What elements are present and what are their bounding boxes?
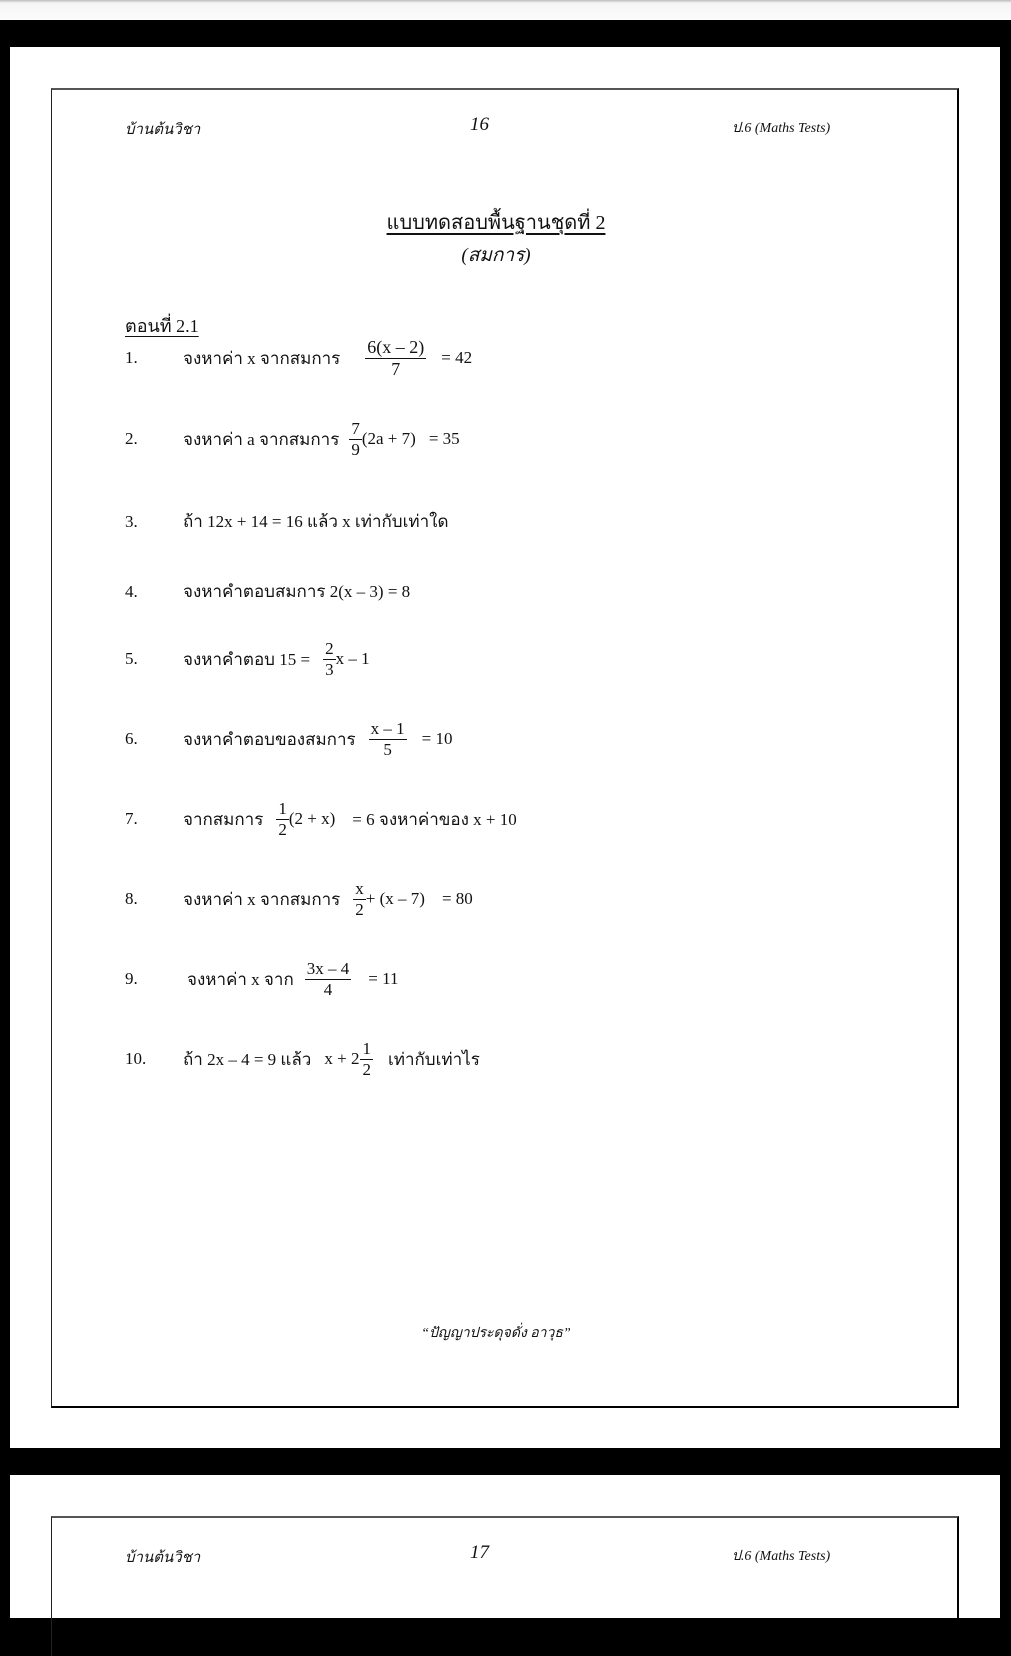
question-7 [125, 800, 524, 839]
question-number: 3. [125, 511, 138, 531]
question-number: 4. [125, 581, 138, 601]
fraction-numerator: 1 [278, 799, 287, 818]
question-9 [125, 960, 405, 999]
question-text: ถ้า 2x – 4 = 9 แล้ว [183, 1049, 312, 1069]
fraction-denominator: 3 [325, 659, 334, 679]
question-4 [125, 578, 417, 605]
equation-term: x – 1 [335, 649, 370, 669]
question-6 [125, 720, 460, 759]
fraction-denominator: 2 [355, 899, 364, 919]
question-3 [125, 508, 455, 535]
question-number: 10. [125, 1049, 147, 1069]
question-5 [125, 640, 377, 679]
question-number: 8. [125, 889, 138, 909]
question-2 [125, 420, 467, 459]
page-border-frame [51, 88, 959, 1408]
fraction-numerator: x – 1 [370, 719, 405, 738]
header-grade-label: ป.6 (Maths Tests) [732, 1549, 831, 1564]
fraction-denominator: 7 [391, 358, 401, 379]
equation-rhs: = 35 [428, 429, 460, 449]
fraction-numerator: 1 [362, 1039, 371, 1058]
fraction-denominator: 4 [323, 979, 333, 999]
equation-rhs: = 11 [368, 969, 399, 989]
fraction [360, 1040, 373, 1079]
mixed-number-expression [324, 1040, 381, 1079]
question-text: จงหาค่า x จาก [187, 969, 294, 989]
header-school-name: บ้านต้นวิชา [125, 122, 201, 138]
equation-rhs: = 10 [421, 729, 453, 749]
question-number: 6. [125, 729, 138, 749]
equation-term: + (x – 7) [365, 889, 425, 909]
fraction [323, 640, 336, 679]
fraction [349, 420, 362, 459]
fraction-numerator: 2 [325, 639, 334, 658]
question-text: จงหาคำตอบสมการ 2(x – 3) = 8 [183, 582, 411, 601]
fraction [369, 720, 407, 759]
header-grade-label: ป.6 (Maths Tests) [732, 121, 831, 136]
fraction-numerator: 3x – 4 [306, 959, 350, 978]
fraction-denominator: 2 [278, 819, 287, 839]
question-number: 5. [125, 649, 138, 669]
fraction-numerator: 7 [351, 419, 360, 438]
fraction-denominator: 5 [383, 739, 392, 759]
question-tail: เท่ากับเท่าไร [387, 1049, 480, 1069]
fraction [365, 338, 426, 379]
page-border-frame [51, 1516, 959, 1656]
equation-rhs: = 80 [441, 889, 473, 909]
viewer-top-bar [0, 0, 1011, 20]
document-page-16 [10, 47, 1000, 1448]
question-text: จงหาค่า x จากสมการ [183, 348, 341, 368]
question-text: จงหาคำตอบของสมการ [183, 729, 356, 749]
fraction [276, 800, 289, 839]
page-subtitle: (สมการ) [461, 245, 531, 266]
equation-term: (2a + 7) [361, 429, 416, 449]
question-1 [125, 338, 479, 379]
equation-rhs: = 42 [441, 348, 473, 368]
question-text: จงหาค่า a จากสมการ [183, 429, 340, 449]
header-school-name: บ้านต้นวิชา [125, 1550, 201, 1566]
fraction-denominator: 9 [351, 439, 360, 459]
header-page-number: 16 [470, 114, 489, 135]
question-number: 2. [125, 429, 138, 449]
document-page-17 [10, 1475, 1000, 1618]
question-text: ถ้า 12x + 14 = 16 แล้ว x เท่ากับเท่าใด [183, 512, 449, 531]
fraction-numerator: 6(x – 2) [367, 337, 425, 357]
header-page-number: 17 [470, 1542, 489, 1563]
question-number: 9. [125, 969, 138, 989]
question-text: จงหาคำตอบ 15 = [183, 649, 311, 669]
fraction-numerator: x [355, 879, 364, 898]
question-text: จงหาค่า x จากสมการ [183, 889, 341, 909]
question-10 [125, 1040, 487, 1079]
question-text: จากสมการ [183, 809, 264, 829]
page-title: แบบทดสอบพื้นฐานชุดที่ 2 [386, 212, 606, 234]
footer-quote: “ปัญญาประดุจดั่ง อาวุธ” [421, 1326, 571, 1341]
section-heading: ตอนที่ 2.1 [125, 316, 199, 336]
question-8 [125, 880, 480, 919]
question-number: 7. [125, 809, 138, 829]
equation-term: (2 + x) [288, 809, 336, 829]
fraction [353, 880, 366, 919]
fraction-denominator: 2 [362, 1059, 371, 1079]
expression-prefix: x + 2 [324, 1049, 360, 1069]
question-number: 1. [125, 348, 138, 368]
equation-rhs: = 6 จงหาค่าของ x + 10 [352, 809, 517, 829]
fraction [305, 960, 352, 999]
